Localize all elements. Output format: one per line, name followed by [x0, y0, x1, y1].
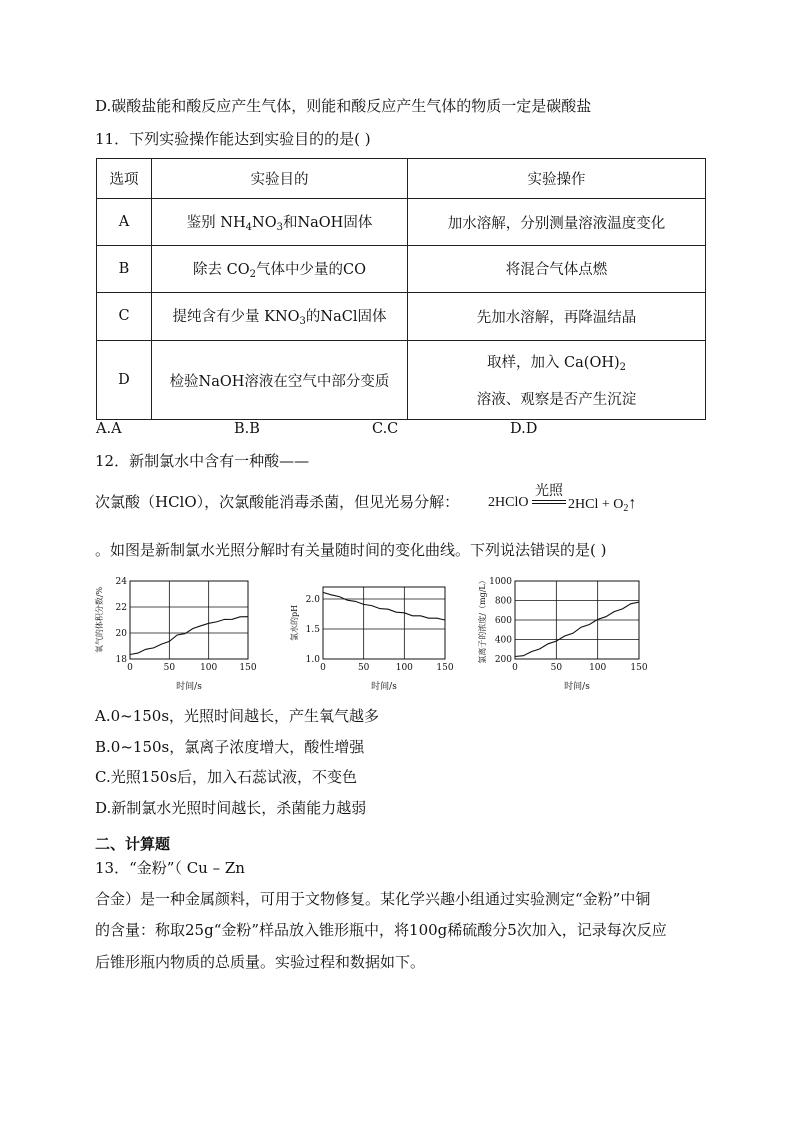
x-axis-label: 时间/s: [371, 682, 397, 692]
reaction-condition: 光照: [535, 483, 563, 499]
table-row: [97, 245, 706, 292]
ph-chart-svg: [287, 573, 467, 698]
q12-stem-1: 12．新制氯水中含有一种酸——: [95, 452, 310, 470]
y-tick-label: 800: [494, 596, 512, 607]
q13-line-4: 后锥形瓶内物质的总质量。实验过程和数据如下。: [95, 953, 426, 971]
q10-option-d: D.碳酸盐能和酸反应产生气体，则能和酸反应产生气体的物质一定是碳酸盐: [95, 97, 592, 115]
x-tick-label: 150: [436, 663, 454, 673]
x-tick-label: 100: [589, 663, 607, 673]
series-line: [515, 602, 639, 656]
row-goal: 除去 $CO_2$气体中少量的CO: [152, 245, 408, 292]
plot-frame: [130, 581, 248, 659]
oxygen-chart-svg: [92, 573, 272, 698]
y-tick-label: 200: [494, 655, 512, 665]
y-tick-label: 600: [494, 616, 512, 626]
q12-stem-3: 。如图是新制氯水光照分解时有关量随时间的变化曲线。下列说法错误的是( ): [95, 541, 607, 559]
chloride-chart-svg: [475, 573, 660, 698]
x-tick-label: 50: [163, 663, 176, 673]
reaction-reactant: 2HClO: [488, 495, 529, 510]
row-operation: 先加水溶解，再降温结晶: [408, 292, 706, 341]
y-tick-label: 400: [494, 635, 512, 646]
row-operation: 加水溶解，分别测量溶液温度变化: [408, 199, 706, 246]
table-row: [97, 199, 706, 246]
y-tick-label: 18: [115, 655, 127, 665]
table-header-goal: 实验目的: [152, 159, 408, 199]
q12-option-b: B.0~150s，氯离子浓度增大，酸性增强: [95, 738, 365, 756]
x-tick-label: 0: [127, 663, 133, 673]
row-operation: 取样，加入 $Ca(OH)_2$ 溶液、观察是否产生沉淀: [408, 341, 706, 420]
y-axis-label: 氯水的pH: [290, 604, 299, 642]
q12-stem-2: 次氯酸（HClO），次氯酸能消毒杀菌，但见光易分解：: [95, 493, 460, 511]
row-goal: 提纯含有少量 $KNO_3$的NaCl固体: [152, 292, 408, 341]
q13-line-3: 的含量：称取25g“金粉”样品放入锥形瓶中，将100g稀硫酸分5次加入，记录每次反应: [95, 921, 667, 939]
option-a: A.A: [96, 421, 122, 437]
chart-ph: [287, 573, 467, 702]
x-tick-label: 50: [550, 663, 563, 673]
table-header-operation: 实验操作: [408, 159, 706, 199]
table-header-row: [97, 159, 706, 199]
x-tick-label: 150: [239, 663, 257, 673]
q13-line-1: 13．“金粉”（ Cu – Zn: [95, 859, 245, 877]
series-line: [130, 617, 248, 655]
x-tick-label: 0: [320, 663, 326, 673]
y-tick-label: 24: [115, 577, 127, 587]
option-d: D.D: [510, 421, 538, 437]
x-tick-label: 100: [395, 663, 413, 673]
q12-option-a: A.0~150s，光照时间越长，产生氧气越多: [95, 707, 380, 725]
table-header-option: 选项: [97, 159, 152, 199]
q11-stem: 11．下列实验操作能达到实验目的的是( ): [95, 130, 371, 148]
x-axis-label: 时间/s: [564, 682, 590, 692]
section-heading: 二、计算题: [95, 835, 171, 853]
y-tick-label: 20: [115, 629, 127, 639]
equals-sign: [532, 500, 566, 504]
row-operation: 将混合气体点燃: [408, 245, 706, 292]
reaction-products: $2HCl + O_2↑$: [568, 495, 637, 514]
chart-chloride: [475, 573, 660, 702]
row-option: D: [97, 341, 152, 420]
series-line: [323, 592, 445, 620]
row-option: A: [97, 199, 152, 246]
y-axis-label: 氧气的体积分数/%: [95, 586, 104, 654]
row-option: C: [97, 292, 152, 341]
q13-line-2: 合金）是一种金属颜料，可用于文物修复。某化学兴趣小组通过实验测定“金粉”中铜: [95, 890, 651, 908]
q12-option-d: D.新制氯水光照时间越长，杀菌能力越弱: [95, 799, 367, 817]
row-goal: 鉴别 $NH_4NO_3$和NaOH固体: [152, 199, 408, 246]
x-tick-label: 50: [357, 663, 370, 673]
table-row: [97, 341, 706, 420]
y-tick-label: 1000: [489, 577, 512, 587]
x-tick-label: 0: [512, 663, 518, 673]
chart-oxygen: [92, 573, 272, 702]
y-axis-label: 氯离子的浓度/（mg/L）: [478, 576, 487, 664]
option-b: B.B: [234, 421, 260, 437]
q11-table: [96, 158, 706, 420]
x-tick-label: 150: [630, 663, 648, 673]
table-row: [97, 292, 706, 341]
row-goal: 检验NaOH溶液在空气中部分变质: [152, 341, 408, 420]
y-tick-label: 1.0: [305, 655, 320, 665]
decomposition-equation: [488, 480, 658, 520]
row-option: B: [97, 245, 152, 292]
y-tick-label: 2.0: [305, 595, 320, 605]
y-tick-label: 1.5: [305, 625, 320, 635]
q12-option-c: C.光照150s后，加入石蕊试液，不变色: [95, 768, 358, 786]
x-axis-label: 时间/s: [176, 682, 202, 692]
option-c: C.C: [372, 421, 399, 437]
x-tick-label: 100: [200, 663, 218, 673]
y-tick-label: 22: [115, 603, 127, 613]
